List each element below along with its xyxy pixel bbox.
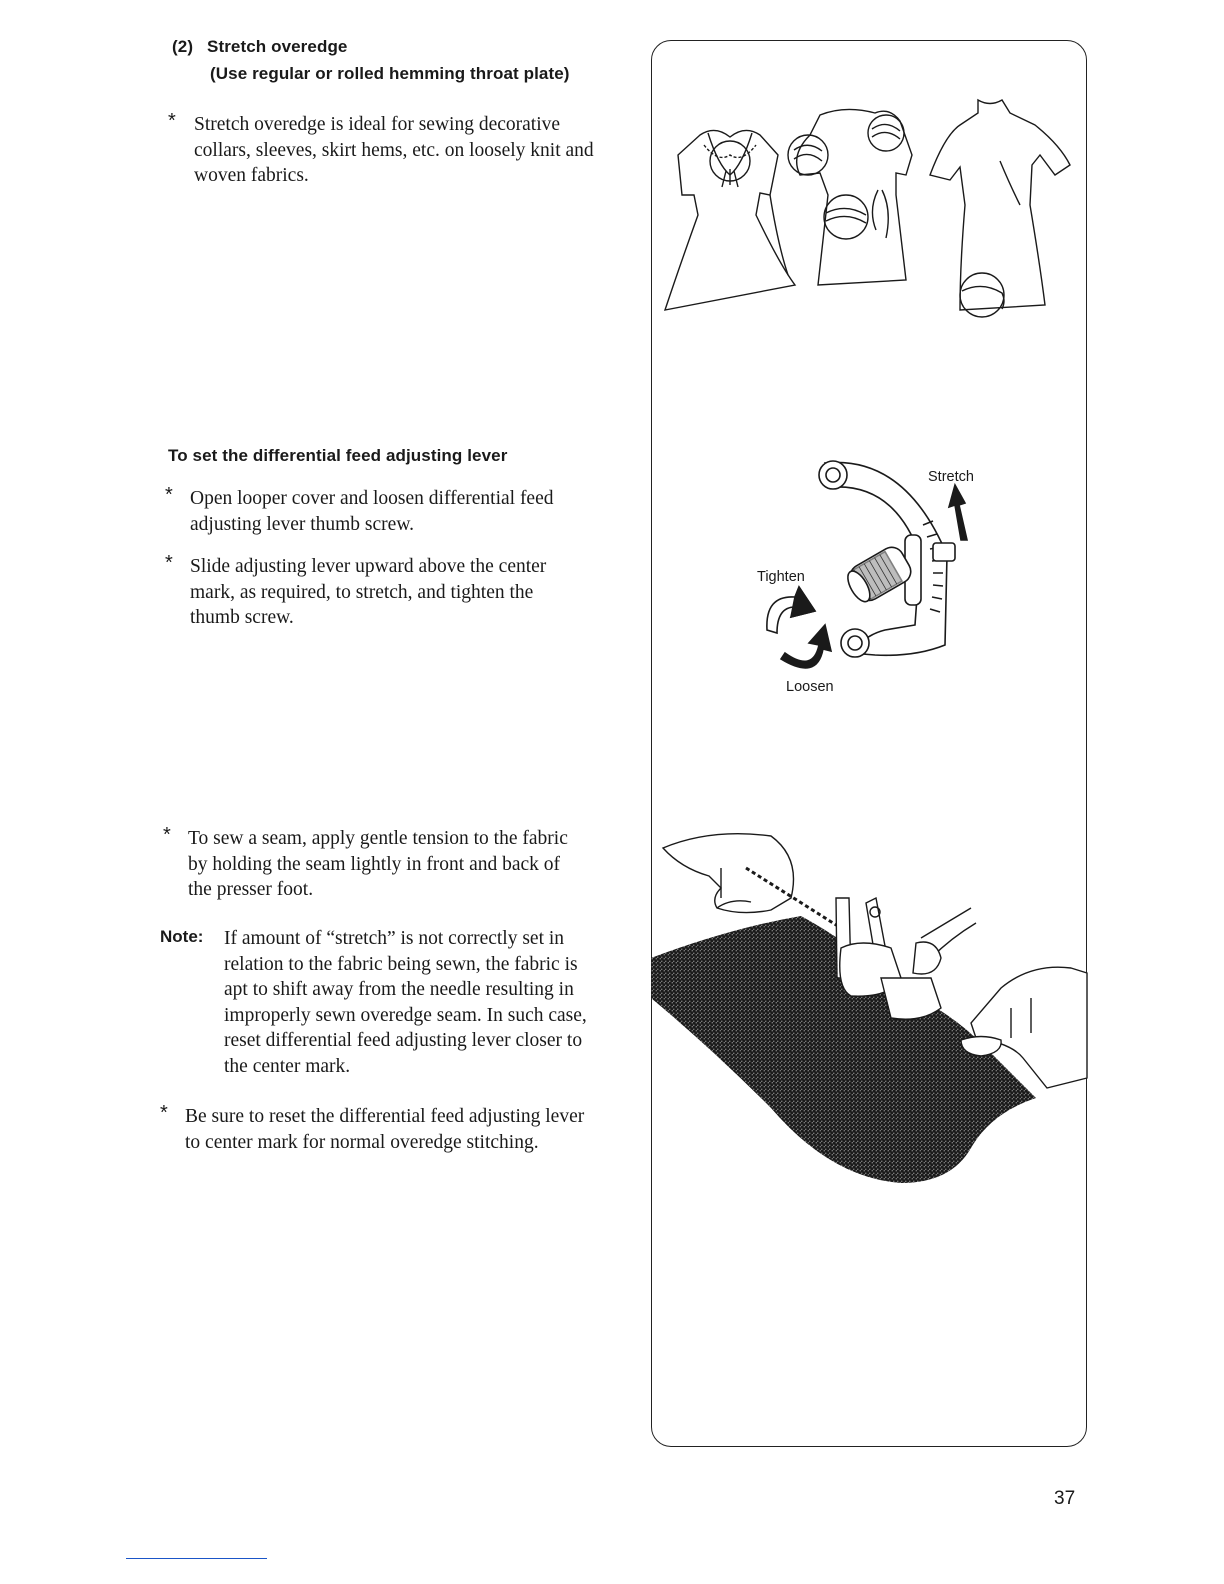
text-line: If amount of “stretch” is not correctly set in (224, 928, 565, 949)
sewing-illustration (651, 828, 1087, 1188)
text-line: collars, sleeves, skirt hems, etc. on loosely knit and (194, 139, 594, 161)
intro-paragraph (194, 112, 626, 189)
text-line: to center mark for normal overedge stitching. (185, 1131, 539, 1153)
bullet-star: * (165, 484, 173, 506)
text-line: apt to shift away from the needle resulting in (224, 979, 574, 1000)
note-paragraph (224, 926, 620, 1079)
footer-rule (126, 1558, 267, 1559)
text-line: Be sure to reset the differential feed adjusting lever (185, 1106, 585, 1127)
text-line: adjusting lever thumb screw. (190, 513, 415, 535)
page-number: 37 (1054, 1488, 1076, 1509)
section-number: (2) (172, 37, 194, 56)
section-title: Stretch overedge (207, 37, 348, 56)
text-line: by holding the seam lightly in front and back of (188, 853, 561, 875)
lever-heading: To set the differential feed adjusting lever (168, 446, 508, 465)
note-label: Note: (160, 927, 204, 946)
label-loosen: Loosen (786, 679, 834, 695)
bullet-star: * (163, 824, 171, 846)
text-line: reset differential feed adjusting lever closer to (224, 1030, 583, 1051)
section-subtitle: (Use regular or rolled hemming throat plate) (210, 64, 570, 83)
text-line: Stretch overedge is ideal for sewing decorative (194, 114, 561, 135)
text-line: thumb screw. (190, 607, 294, 628)
text-line: the presser foot. (188, 879, 314, 900)
label-stretch: Stretch (928, 469, 974, 485)
garments-illustration (660, 95, 1080, 325)
label-tighten: Tighten (757, 569, 805, 585)
text-line: Slide adjusting lever upward above the center (190, 556, 547, 577)
text-line: the center mark. (224, 1055, 351, 1077)
text-line: woven fabrics. (194, 165, 309, 186)
final-step (185, 1104, 621, 1155)
text-line: relation to the fabric being sewn, the fabric is (224, 953, 578, 975)
text-line: improperly sewn overedge seam. In such case, (224, 1004, 587, 1026)
text-line: mark, as required, to stretch, and tighten the (190, 581, 534, 603)
bullet-star: * (168, 110, 176, 132)
lever-step-2 (190, 554, 622, 631)
text-line: Open looper cover and loosen differential feed (190, 488, 554, 509)
bullet-star: * (160, 1102, 168, 1124)
lever-step-1 (190, 486, 622, 537)
bullet-star: * (165, 552, 173, 574)
seam-step (188, 826, 621, 903)
text-line: To sew a seam, apply gentle tension to the fabric (188, 828, 568, 849)
